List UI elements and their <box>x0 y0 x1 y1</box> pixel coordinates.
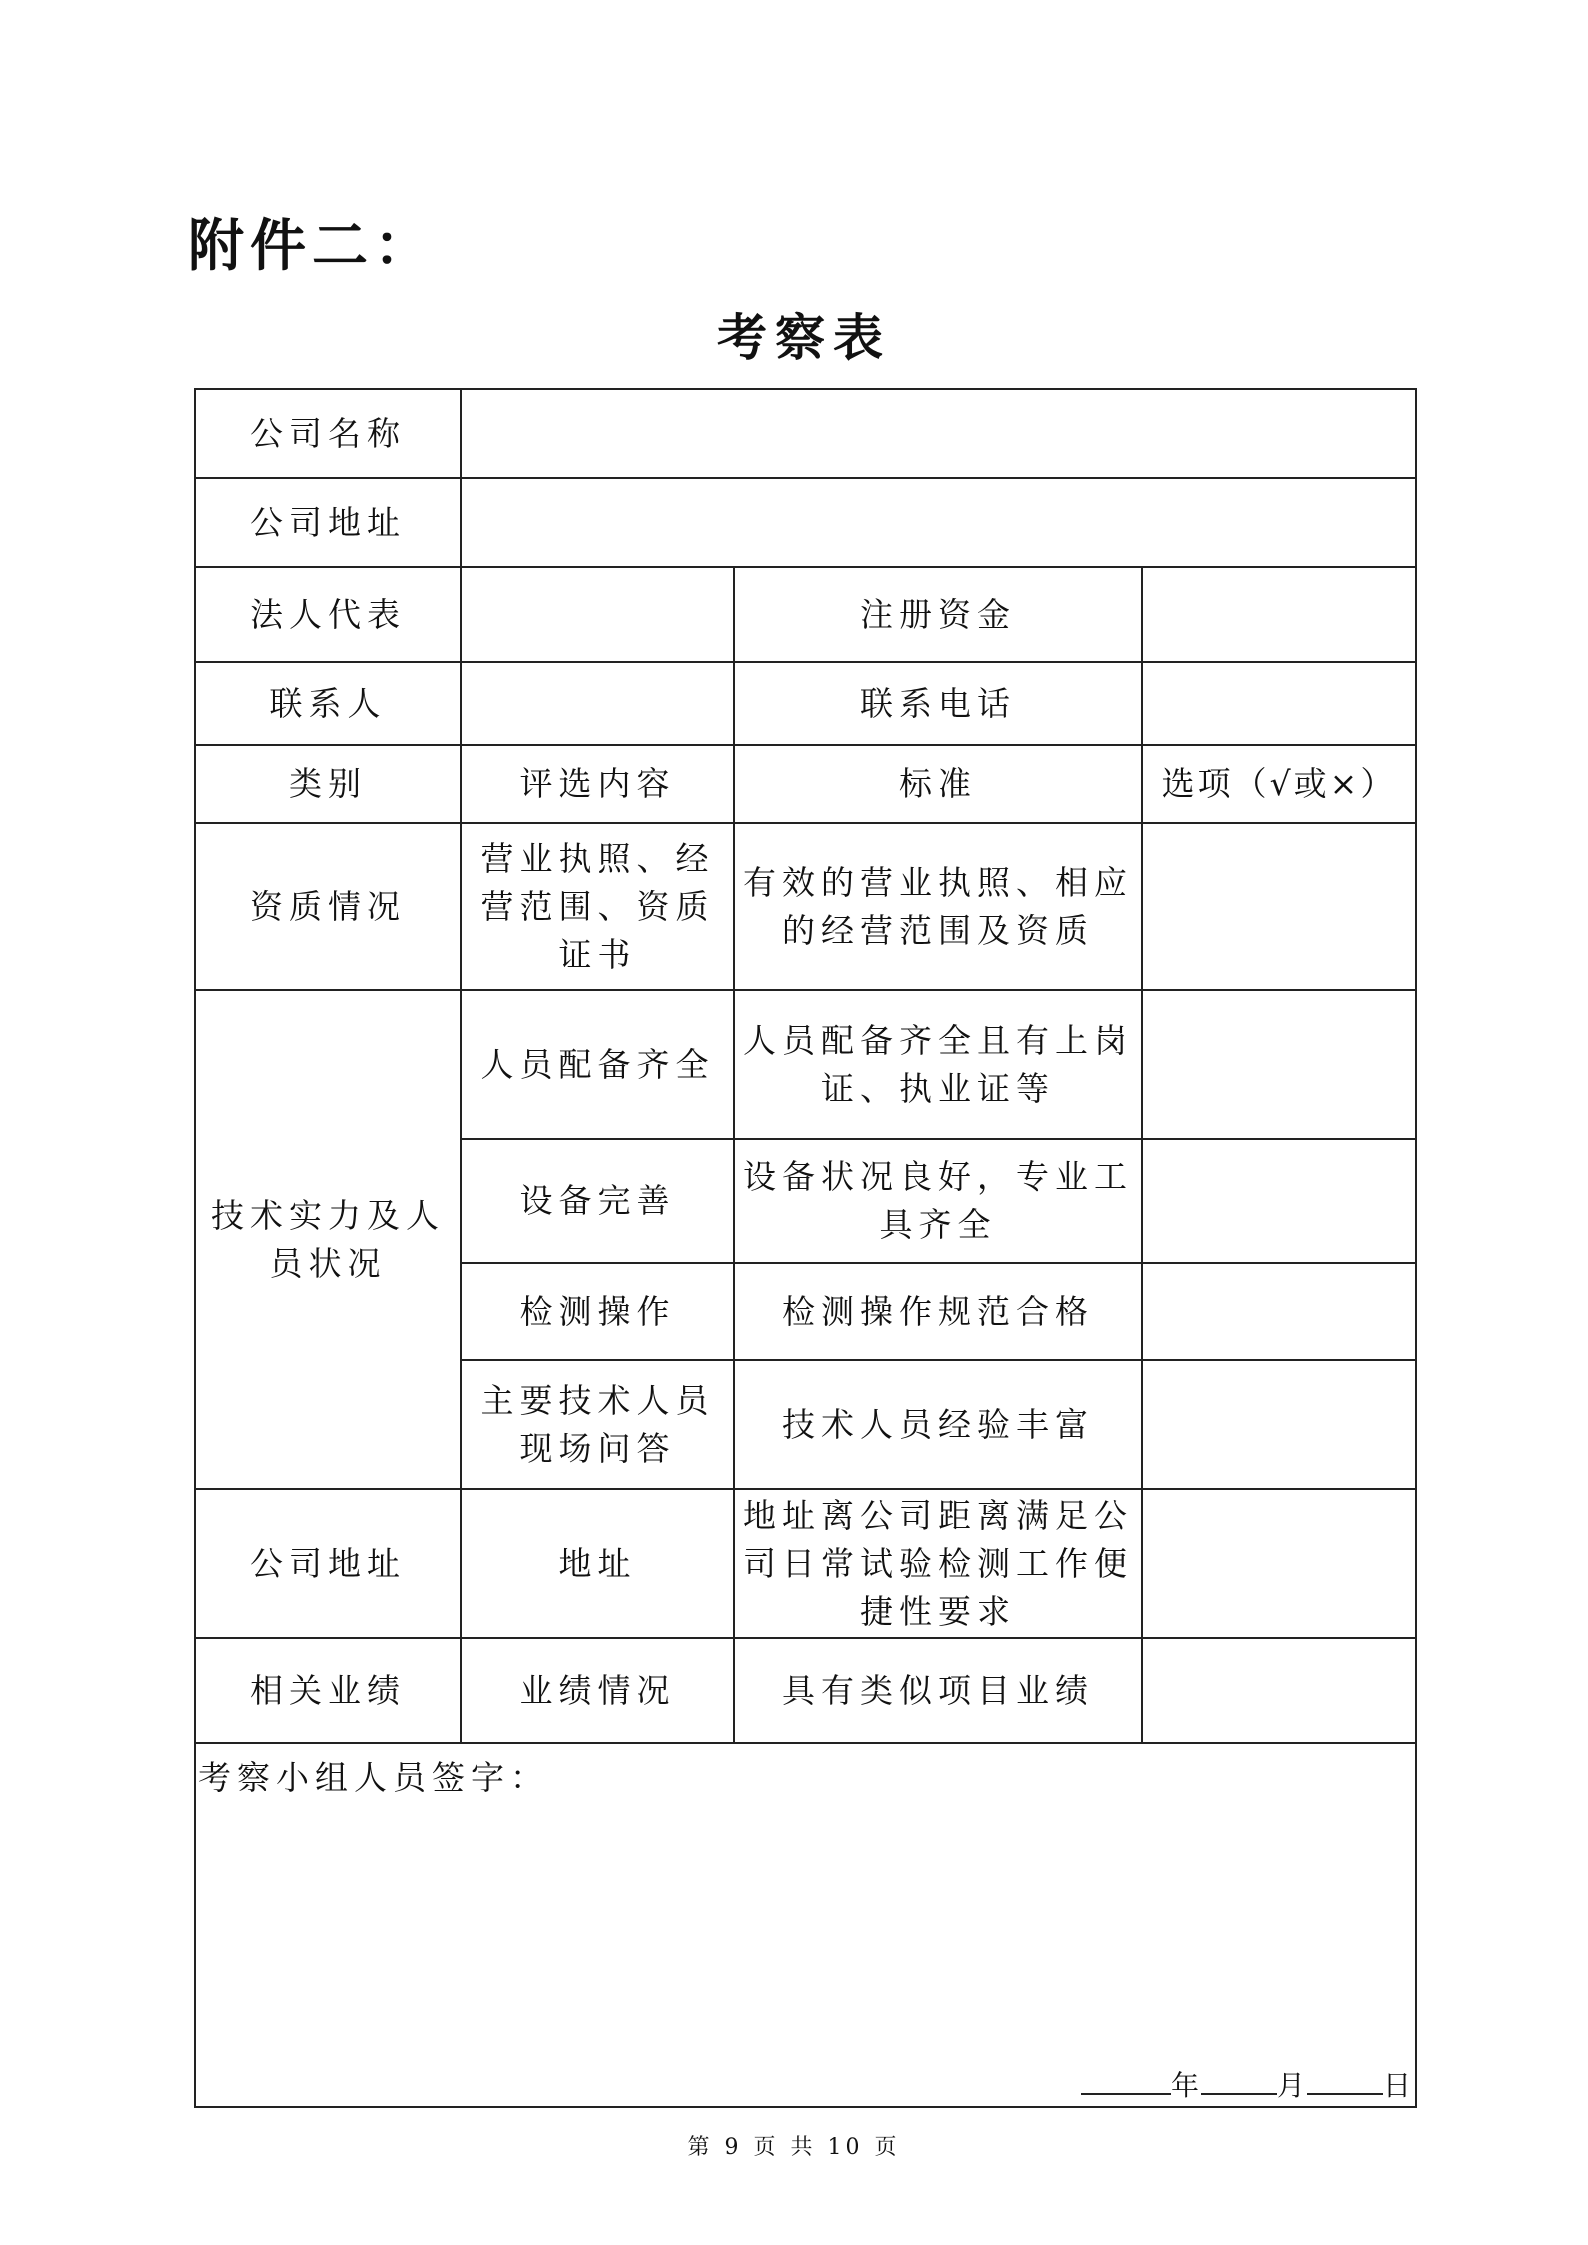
category-cell: 资质情况 <box>195 823 461 990</box>
category-cell: 相关业绩 <box>195 1638 461 1743</box>
content-cell: 营业执照、经营范围、资质证书 <box>461 823 734 990</box>
content-cell: 设备完善 <box>461 1139 734 1263</box>
option-cell[interactable] <box>1142 1139 1416 1263</box>
option-cell[interactable] <box>1142 823 1416 990</box>
contact-field[interactable] <box>461 662 734 745</box>
standard-cell: 具有类似项目业绩 <box>734 1638 1142 1743</box>
month-label: 月 <box>1276 2069 1307 2102</box>
company-name-field[interactable] <box>461 389 1416 478</box>
option-cell[interactable] <box>1142 1638 1416 1743</box>
table-row <box>195 1489 1416 1638</box>
table-header-row <box>195 745 1416 823</box>
page-number: 第 9 页 共 10 页 <box>687 2135 901 2160</box>
content-cell: 业绩情况 <box>461 1638 734 1743</box>
legal-rep-field[interactable] <box>461 567 734 662</box>
table-row <box>195 990 1416 1139</box>
category-cell: 公司地址 <box>195 1489 461 1638</box>
content-cell: 主要技术人员现场问答 <box>461 1360 734 1489</box>
date-line <box>1081 2067 1413 2104</box>
standard-cell: 人员配备齐全且有上岗证、执业证等 <box>734 990 1142 1139</box>
phone-field[interactable] <box>1142 662 1416 745</box>
standard-cell: 检测操作规范合格 <box>734 1263 1142 1360</box>
column-header-option: 选项（√或×） <box>1142 745 1416 823</box>
option-cell[interactable] <box>1142 1360 1416 1489</box>
table-row <box>195 389 1416 478</box>
table-row <box>195 1638 1416 1743</box>
standard-cell: 有效的营业执照、相应的经营范围及资质 <box>734 823 1142 990</box>
signature-row <box>195 1743 1416 2107</box>
signature-label: 考察小组人员签字： <box>198 1758 549 1797</box>
content-cell: 人员配备齐全 <box>461 990 734 1139</box>
company-address-field[interactable] <box>461 478 1416 567</box>
option-cell[interactable] <box>1142 1489 1416 1638</box>
attachment-heading: 附件二： <box>188 214 436 279</box>
option-cell[interactable] <box>1142 990 1416 1139</box>
column-header-content: 评选内容 <box>461 745 734 823</box>
content-cell: 检测操作 <box>461 1263 734 1360</box>
option-cell[interactable] <box>1142 1263 1416 1360</box>
standard-cell: 地址离公司距离满足公司日常试验检测工作便捷性要求 <box>734 1489 1142 1638</box>
reg-capital-label: 注册资金 <box>734 567 1142 662</box>
content-cell: 地址 <box>461 1489 734 1638</box>
company-address-label: 公司地址 <box>195 478 461 567</box>
year-blank[interactable] <box>1081 2067 1171 2095</box>
day-label: 日 <box>1382 2069 1413 2102</box>
phone-label: 联系电话 <box>734 662 1142 745</box>
year-label: 年 <box>1170 2069 1201 2102</box>
table-row <box>195 567 1416 662</box>
table-row <box>195 823 1416 990</box>
column-header-standard: 标准 <box>734 745 1142 823</box>
legal-rep-label: 法人代表 <box>195 567 461 662</box>
category-cell: 技术实力及人员状况 <box>195 990 461 1489</box>
standard-cell: 设备状况良好，专业工具齐全 <box>734 1139 1142 1263</box>
column-header-category: 类别 <box>195 745 461 823</box>
company-name-label: 公司名称 <box>195 389 461 478</box>
form-title: 考察表 <box>717 309 891 367</box>
signature-area[interactable] <box>195 1743 1416 2107</box>
table-row <box>195 662 1416 745</box>
review-table <box>194 388 1417 2108</box>
day-blank[interactable] <box>1307 2067 1383 2095</box>
reg-capital-field[interactable] <box>1142 567 1416 662</box>
table-row <box>195 478 1416 567</box>
standard-cell: 技术人员经验丰富 <box>734 1360 1142 1489</box>
month-blank[interactable] <box>1201 2067 1277 2095</box>
contact-label: 联系人 <box>195 662 461 745</box>
